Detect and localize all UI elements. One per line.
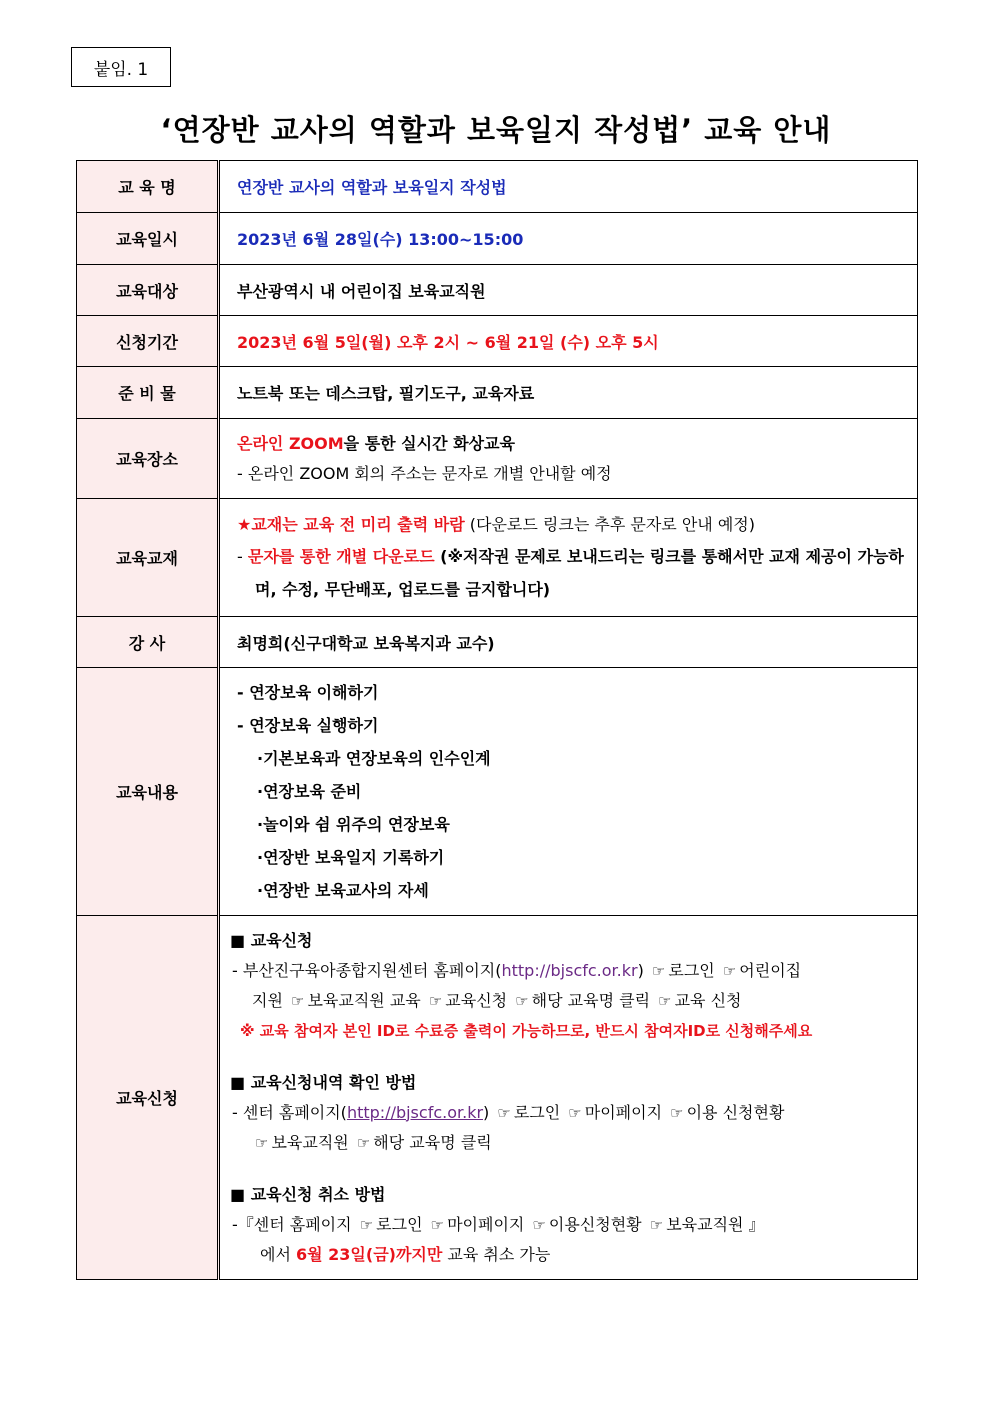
cancel-step: -『센터 홈페이지 xyxy=(232,1214,352,1234)
label-place: 교육장소 xyxy=(77,419,219,499)
content-subitem: ·연장보육 준비 xyxy=(257,782,362,801)
pointing-hand-icon: ☞ xyxy=(430,1215,445,1234)
value-place xyxy=(219,419,918,499)
value-apply xyxy=(219,916,918,1280)
row-period xyxy=(77,316,918,367)
apply-step: 지원 xyxy=(252,990,283,1010)
apply-step: 어린이집 xyxy=(739,960,802,980)
cancel-step: 보육교직원 』 xyxy=(666,1214,765,1234)
label-apply: 교육신청 xyxy=(77,916,219,1280)
row-materials xyxy=(77,499,918,617)
row-date xyxy=(77,213,918,265)
row-place xyxy=(77,419,918,499)
cancel-section-head: ■ 교육신청 취소 방법 xyxy=(230,1184,386,1204)
cancel-step: 로그인 xyxy=(376,1214,423,1234)
value-instructor: 최명희(신구대학교 보육복지과 교수) xyxy=(219,617,918,668)
place-desc: 을 통한 실시간 화상교육 xyxy=(343,433,515,453)
check-paren: ) xyxy=(483,1102,490,1122)
check-step: 로그인 xyxy=(513,1102,561,1122)
cancel-text: 교육 취소 가능 xyxy=(442,1244,551,1264)
value-date: 2023년 6월 28일(수) 13:00~15:00 xyxy=(219,213,918,265)
content-subitem: ·연장반 보육교사의 자세 xyxy=(257,881,429,900)
value-materials xyxy=(219,499,918,617)
pointing-hand-icon: ☞ xyxy=(291,991,305,1010)
apply-step: 로그인 xyxy=(668,960,715,980)
cancel-text: 에서 xyxy=(260,1244,296,1264)
label-materials: 교육교재 xyxy=(77,499,219,617)
label-contents: 교육내용 xyxy=(77,668,219,916)
value-contents xyxy=(219,668,918,916)
label-period: 신청기간 xyxy=(77,316,219,367)
pointing-hand-icon: ☞ xyxy=(651,961,666,980)
apply-homepage-text: - 부산진구육아종합지원센터 홈페이지( xyxy=(232,960,502,980)
check-section-head: ■ 교육신청내역 확인 방법 xyxy=(230,1072,417,1092)
apply-step: 교육신청 xyxy=(445,990,508,1010)
row-course-name xyxy=(77,161,918,213)
pointing-hand-icon: ☞ xyxy=(359,1215,374,1234)
content-item: - 연장보육 이해하기 xyxy=(237,683,379,702)
check-step: 마이페이지 xyxy=(584,1102,663,1122)
materials-print-notice: ★교재는 교육 전 미리 출력 바람 xyxy=(237,514,465,534)
label-course-name: 교 육 명 xyxy=(77,161,219,213)
materials-copyright: (※저작권 문제로 보내드리는 링크를 통해서만 교재 제공이 가능하며, 수정, 무단배포, 업로드를 금지합니다) xyxy=(255,546,904,599)
content-item: - 연장보육 실행하기 xyxy=(237,716,379,735)
place-note: - 온라인 ZOOM 회의 주소는 문자로 개별 안내할 예정 xyxy=(237,463,612,483)
pointing-hand-icon: ☞ xyxy=(670,1103,684,1122)
pointing-hand-icon: ☞ xyxy=(497,1103,511,1122)
row-target xyxy=(77,265,918,316)
info-table xyxy=(76,160,918,1280)
pointing-hand-icon: ☞ xyxy=(649,1215,664,1234)
label-supplies: 준 비 물 xyxy=(77,367,219,419)
cancel-step: 이용신청현황 xyxy=(548,1214,642,1234)
label-date: 교육일시 xyxy=(77,213,219,265)
value-course-name: 연장반 교사의 역할과 보육일지 작성법 xyxy=(219,161,918,213)
row-contents xyxy=(77,668,918,916)
apply-warning: ※ 교육 참여자 본인 ID로 수료증 출력이 가능하므로, 반드시 참여자ID로 신청해주세요 xyxy=(240,1021,813,1040)
attachment-label: 붙임. 1 xyxy=(71,47,171,87)
pointing-hand-icon: ☞ xyxy=(356,1133,371,1152)
check-step: 이용 신청현황 xyxy=(686,1102,785,1122)
apply-step: 교육 신청 xyxy=(674,990,742,1010)
place-zoom: 온라인 ZOOM xyxy=(237,433,344,453)
apply-section-head: ■ 교육신청 xyxy=(230,930,313,950)
pointing-hand-icon: ☞ xyxy=(658,991,672,1010)
row-apply xyxy=(77,916,918,1280)
content-subitem: ·기본보육과 연장보육의 인수인계 xyxy=(257,749,491,768)
row-supplies xyxy=(77,367,918,419)
cancel-deadline: 6월 23일(금)까지만 xyxy=(296,1244,443,1264)
pointing-hand-icon: ☞ xyxy=(428,991,443,1010)
value-target: 부산광역시 내 어린이집 보육교직원 xyxy=(219,265,918,316)
apply-paren: ) xyxy=(637,960,644,980)
pointing-hand-icon: ☞ xyxy=(568,1103,582,1122)
content-subitem: ·놀이와 쉼 위주의 연장보육 xyxy=(257,815,450,834)
label-instructor: 강 사 xyxy=(77,617,219,668)
row-instructor xyxy=(77,617,918,668)
check-step: 보육교직원 xyxy=(271,1132,349,1152)
check-homepage-text: - 센터 홈페이지( xyxy=(232,1102,347,1122)
materials-download: 문자를 통한 개별 다운로드 xyxy=(247,546,435,566)
materials-link-note: (다운로드 링크는 추후 문자로 안내 예정) xyxy=(464,514,755,534)
value-period: 2023년 6월 5일(월) 오후 2시 ~ 6월 21일 (수) 오후 5시 xyxy=(219,316,918,367)
materials-dash: - xyxy=(237,546,248,566)
label-target: 교육대상 xyxy=(77,265,219,316)
homepage-link[interactable]: http://bjscfc.or.kr xyxy=(501,960,638,980)
cancel-step: 마이페이지 xyxy=(447,1214,525,1234)
apply-step: 보육교직원 교육 xyxy=(307,990,421,1010)
check-step: 해당 교육명 클릭 xyxy=(373,1132,492,1152)
pointing-hand-icon: ☞ xyxy=(515,991,529,1010)
value-supplies: 노트북 또는 데스크탑, 필기도구, 교육자료 xyxy=(219,367,918,419)
content-subitem: ·연장반 보육일지 기록하기 xyxy=(257,848,445,867)
pointing-hand-icon: ☞ xyxy=(255,1133,269,1152)
pointing-hand-icon: ☞ xyxy=(532,1215,546,1234)
pointing-hand-icon: ☞ xyxy=(722,961,737,980)
document-title: ‘연장반 교사의 역할과 보육일지 작성법’ 교육 안내 xyxy=(160,113,832,147)
apply-step: 해당 교육명 클릭 xyxy=(531,990,651,1010)
homepage-link[interactable]: http://bjscfc.or.kr xyxy=(346,1102,484,1122)
